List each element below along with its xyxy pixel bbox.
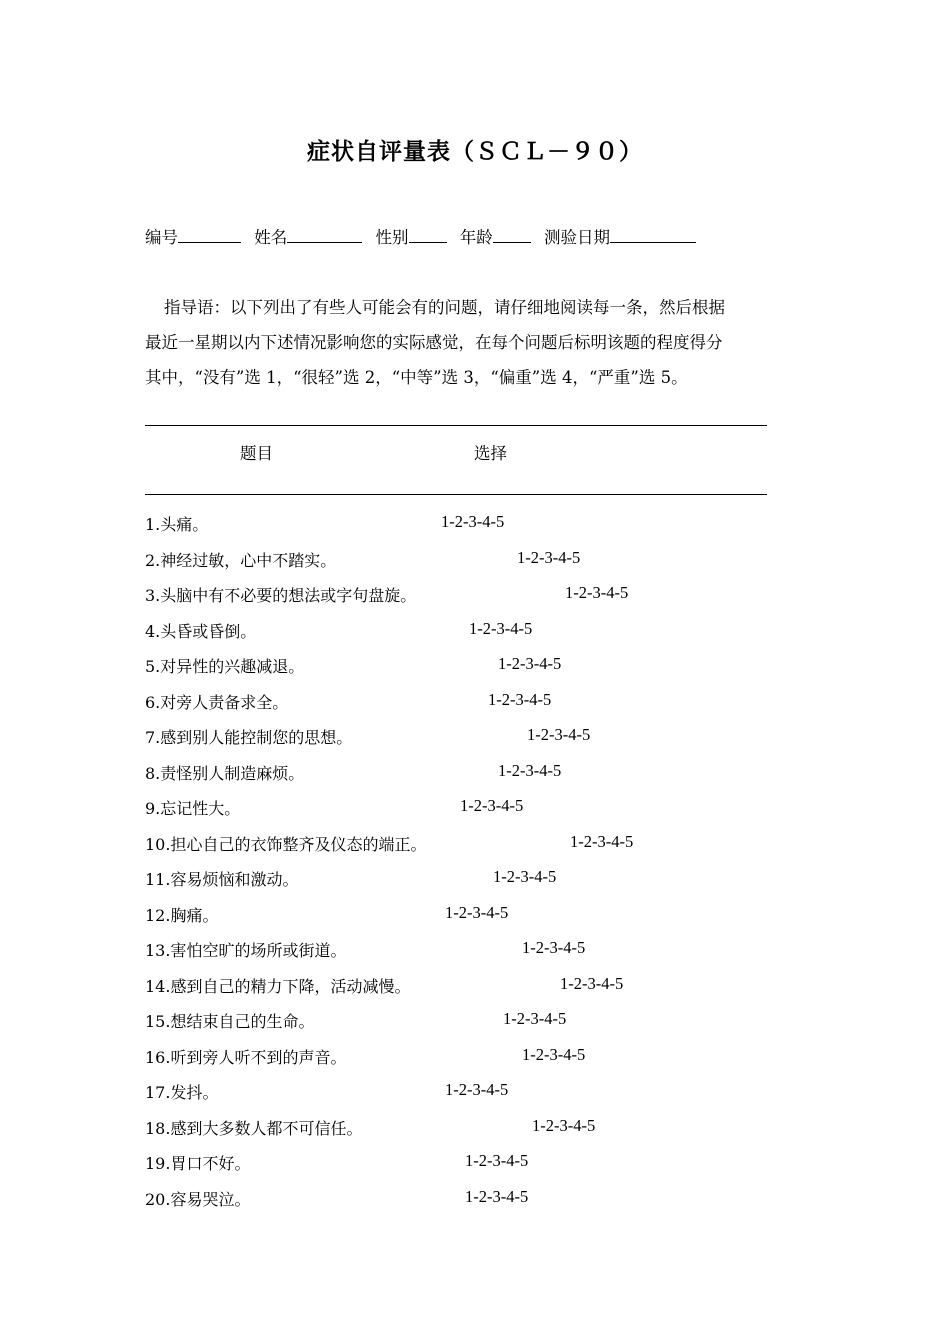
column-header-question: 题目 [240,444,273,463]
question-text: 9.忘记性大。 [145,799,241,818]
header-top-rule [145,425,767,426]
header-bottom-rule [145,494,767,495]
name-blank[interactable] [287,228,362,243]
question-text: 5.对异性的兴趣减退。 [145,657,305,676]
answer-options[interactable]: 1-2-3-4-5 [445,902,509,922]
question-text: 7.感到别人能控制您的思想。 [145,728,353,747]
name-field[interactable] [254,228,362,247]
question-text: 1.头痛。 [145,515,209,534]
document-title: 症状自评量表（ＳＣＬ－９０） [307,138,643,165]
answer-options[interactable]: 1-2-3-4-5 [441,512,505,531]
test-date-label: 测验日期 [544,228,610,247]
answer-options[interactable]: 1-2-3-4-5 [522,1044,586,1064]
respondent-info-line [145,224,704,248]
question-text: 11.容易烦恼和激动。 [145,870,299,889]
answer-options[interactable]: 1-2-3-4-5 [522,938,586,957]
answer-options[interactable]: 1-2-3-4-5 [488,689,552,709]
question-text: 14.感到自己的精力下降，活动减慢。 [145,976,411,996]
number-field[interactable] [145,228,241,247]
question-text: 13.害怕空旷的场所或街道。 [145,941,347,960]
question-text: 16.听到旁人听不到的声音。 [145,1047,347,1067]
answer-options[interactable]: 1-2-3-4-5 [460,796,524,815]
answer-options[interactable]: 1-2-3-4-5 [498,654,562,673]
question-text: 18.感到大多数人都不可信任。 [145,1118,363,1138]
question-text: 19.胃口不好。 [145,1154,251,1173]
answer-options[interactable]: 1-2-3-4-5 [532,1115,596,1135]
instructions [145,290,810,395]
answer-options[interactable]: 1-2-3-4-5 [560,973,624,993]
gender-label: 性别 [375,228,409,247]
question-text: 3.头脑中有不必要的想法或字句盘旋。 [145,586,417,605]
age-blank[interactable] [493,228,531,243]
age-field[interactable] [460,228,531,247]
question-text: 6.对旁人责备求全。 [145,692,289,712]
answer-options[interactable]: 1-2-3-4-5 [465,1151,529,1170]
instructions-line-3: 其中，“没有”选 1，“很轻”选 2，“中等”选 3，“偏重”选 4，“严重”选 5。 [145,368,688,387]
age-label: 年龄 [459,228,493,247]
answer-options[interactable]: 1-2-3-4-5 [517,547,581,567]
test-date-blank[interactable] [610,228,696,243]
number-label: 编号 [145,228,178,247]
question-text: 20.容易哭泣。 [145,1189,251,1209]
question-text: 10.担心自己的衣饰整齐及仪态的端正。 [145,834,427,854]
name-label: 姓名 [254,228,288,247]
instructions-line-1: 指导语：以下列出了有些人可能会有的问题，请仔细地阅读每一条，然后根据 [164,298,725,317]
instructions-line-2: 最近一星期以内下述情况影响您的实际感觉，在每个问题后标明该题的程度得分 [145,333,723,352]
column-header-choice: 选择 [474,444,507,463]
question-text: 2.神经过敏，心中不踏实。 [145,550,337,570]
gender-blank[interactable] [409,228,447,243]
question-text: 15.想结束自己的生命。 [145,1012,315,1031]
question-text: 8.责怪别人制造麻烦。 [145,763,305,783]
answer-options[interactable]: 1-2-3-4-5 [493,867,557,886]
question-text: 12.胸痛。 [145,905,219,925]
answer-options[interactable]: 1-2-3-4-5 [527,725,591,744]
test-date-field[interactable] [544,228,696,247]
number-blank[interactable] [178,228,241,243]
answer-options[interactable]: 1-2-3-4-5 [565,583,629,602]
answer-options[interactable]: 1-2-3-4-5 [498,760,562,780]
answer-options[interactable]: 1-2-3-4-5 [570,831,634,851]
question-text: 4.头昏或昏倒。 [145,621,257,641]
answer-options[interactable]: 1-2-3-4-5 [469,618,533,638]
answer-options[interactable]: 1-2-3-4-5 [503,1009,567,1028]
gender-field[interactable] [376,228,447,247]
answer-options[interactable]: 1-2-3-4-5 [445,1080,509,1099]
answer-options[interactable]: 1-2-3-4-5 [465,1186,529,1206]
question-text: 17.发抖。 [145,1083,219,1102]
